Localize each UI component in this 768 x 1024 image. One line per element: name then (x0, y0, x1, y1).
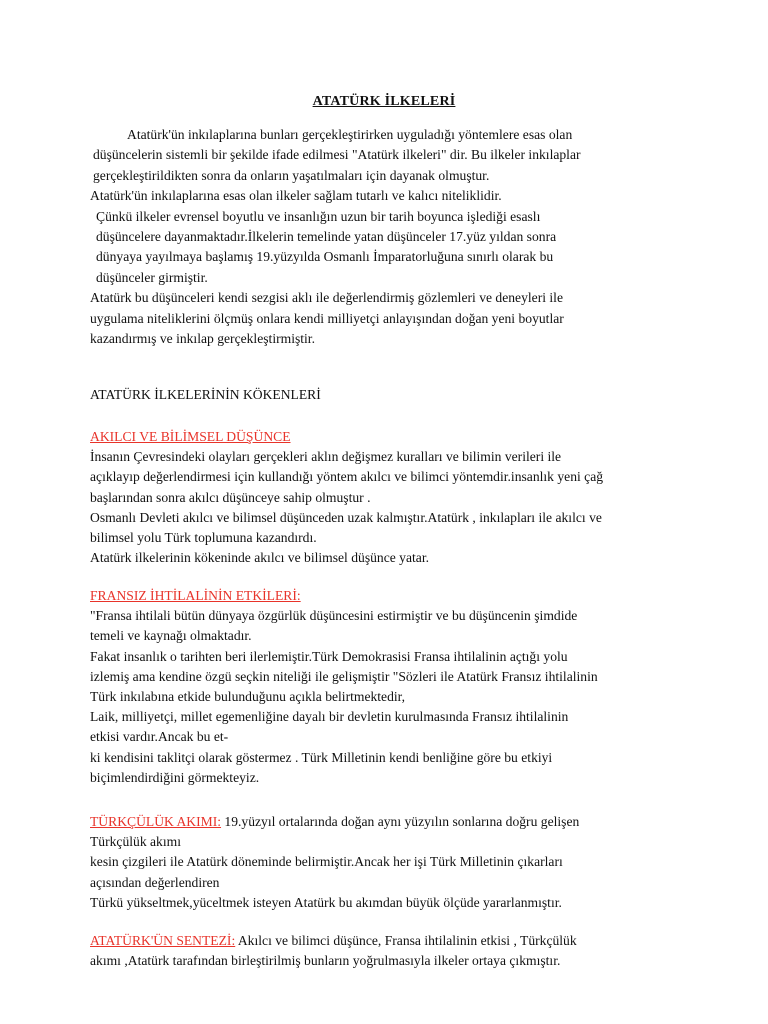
section-first-line (90, 812, 690, 832)
section-fransiz (90, 586, 690, 788)
section-line: biçimlendirdiğini görmekteyiz. (90, 769, 260, 785)
intro-line: Çünkü ilkeler evrensel boyutlu ve insanlığın uzun bir tarih boyunca işlediği esaslı (96, 208, 541, 224)
origins-heading-text: ATATÜRK İLKELERİNİN KÖKENLERİ (90, 387, 321, 402)
intro-line: Atatürk'ün inkılaplarına esas olan ilkeler sağlam tutarlı ve kalıcı niteliklidir. (90, 188, 502, 204)
section-line: Atatürk ilkelerinin kökeninde akılcı ve bilimsel düşünce yatar. (90, 550, 429, 566)
intro-line: düşüncelerin sistemli bir şekilde ifade edilmesi "Atatürk ilkeleri" dir. Bu ilkeler inkılaplar (93, 147, 581, 163)
section-heading: AKILCI VE BİLİMSEL DÜŞÜNCE (90, 429, 291, 444)
section-first-line (90, 931, 690, 951)
intro-line: Atatürk bu düşünceleri kendi sezgisi aklı ile değerlendirmiş gözlemleri ve deneyleri ile (90, 290, 563, 306)
section-line: "Fransa ihtilali bütün dünyaya özgürlük düşüncesini estirmiştir ve bu düşüncenin şimdide (90, 608, 578, 624)
intro-line: gerçekleştirildikten sonra da onların yaşatılmaları için dayanak olmuştur. (93, 167, 490, 183)
document-title: ATATÜRK İLKELERİ (312, 94, 456, 109)
intro-line: dünyaya yayılmaya başlamış 19.yüzyılda Osmanlı İmparatorluğuna sınırlı olarak bu (96, 249, 554, 265)
section-akilci (90, 427, 690, 568)
section-heading: ATATÜRK'ÜN SENTEZİ: (90, 933, 236, 948)
intro-line: uygulama niteliklerini ölçmüş onlara kendi milliyetçi anlayışından doğan yeni boyutlar (90, 310, 564, 326)
section-line: akımı ,Atatürk tarafından birleştirilmiş bunların yoğrulmasıyla ilkeler ortaya çıkmıştır. (90, 953, 561, 969)
section-line: ki kendisini taklitçi olarak göstermez . Türk Milletinin kendi benliğine göre bu etkiyi (90, 749, 553, 765)
section-heading: TÜRKÇÜLÜK AKIMI: (90, 814, 222, 829)
section-line: etkisi vardır.Ancak bu et- (90, 729, 229, 745)
intro-line: düşünceler girmiştir. (96, 269, 208, 285)
section-line: Laik, milliyetçi, millet egemenliğine dayalı bir devletin kurulmasında Fransız ihtilalinin (90, 709, 569, 725)
intro-line: düşüncelere dayanmaktadır.İlkelerin temelinde yatan düşünceler 17.yüz yıldan sonra (96, 229, 557, 245)
section-line: bilimsel yolu Türk toplumuna kazandırdı. (90, 530, 317, 546)
section-line: açıklayıp değerlendirmesi için kullandığı yöntem akılcı ve bilimci yöntemdir.insanlık yeni çağ (90, 469, 604, 485)
section-line: Fakat insanlık o tarihten beri ilerlemiştir.Türk Demokrasisi Fransa ihtilalinin açtığı yolu (90, 648, 568, 664)
section-line: açısından değerlendiren (90, 874, 220, 890)
intro-line: kazandırmış ve inkılap gerçekleştirmiştir. (90, 331, 315, 347)
section-line: başlarından sonra akılcı düşünceye sahip olmuştur . (90, 489, 371, 505)
section-line: izlemiş ama kendine özgü seçkin niteliği ile gelişmiştir "Sözleri ile Atatürk Fransız ihtilalinin (90, 668, 598, 684)
section-sentez (90, 931, 690, 971)
section-line: temeli ve kaynağı olmaktadır. (90, 628, 252, 644)
section-line: Türkçülük akımı (90, 834, 181, 850)
section-first-line-rest: 19.yüzyıl ortalarında doğan aynı yüzyılın sonlarına doğru gelişen (221, 814, 580, 829)
section-first-line-rest: Akılcı ve bilimci düşünce, Fransa ihtilalinin etkisi , Türkçülük (235, 933, 577, 948)
origins-heading (90, 385, 690, 405)
section-line: Türkü yükseltmek,yüceltmek isteyen Atatürk bu akımdan büyük ölçüde yararlanmıştır. (90, 894, 562, 910)
section-turkculuk (90, 812, 690, 913)
intro-paragraph (90, 125, 690, 349)
section-line: Osmanlı Devleti akılcı ve bilimsel düşünceden uzak kalmıştır.Atatürk , inkılapları ile akılcı ve (90, 509, 602, 525)
section-line: Türk inkılabına etkide bulunduğunu açıkla belirtmektedir, (90, 689, 406, 705)
section-line: kesin çizgileri ile Atatürk döneminde belirmiştir.Ancak her işi Türk Milletinin çıkarları (90, 854, 563, 870)
section-heading: FRANSIZ İHTİLALİNİN ETKİLERİ: (90, 588, 301, 603)
section-line: İnsanın Çevresindeki olayları gerçekleri aklın değişmez kuralları ve bilimin verileri ile (90, 449, 562, 465)
intro-line: Atatürk'ün inkılaplarına bunları gerçekleştirirken uyguladığı yöntemlere esas olan (127, 127, 573, 142)
